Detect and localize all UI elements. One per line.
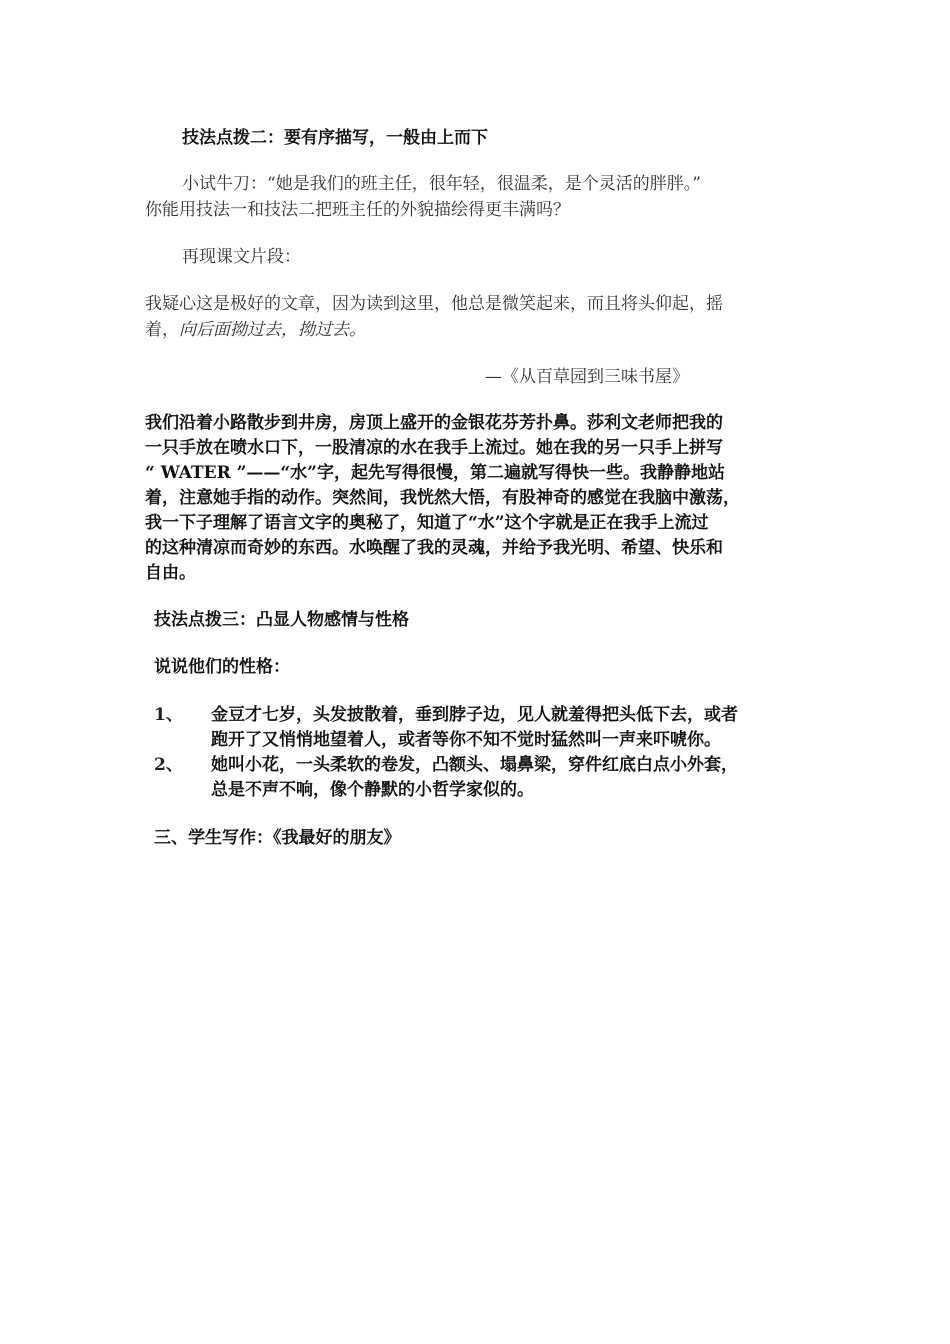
recall-heading: 再现课文片段： — [182, 247, 301, 267]
excerpt1-line-1: 我疑心这是极好的文章，因为读到这里，他总是微笑起来，而且将头仰起，摇 — [145, 294, 723, 314]
tip2-heading: 技法点拨二：要有序描写，一般由上而下 — [182, 128, 488, 148]
tip3-heading: 技法点拨三：凸显人物感情与性格 — [154, 610, 409, 630]
excerpt2-line-4: 着，注意她手指的动作。突然间，我恍然大悟，有股神奇的感觉在我脑中激荡， — [145, 488, 740, 508]
trial-line-2: 你能用技法一和技法二把班主任的外貌描绘得更丰满吗？ — [145, 200, 570, 220]
excerpt2-line-2: 一只手放在喷水口下，一股清凉的水在我手上流过。她在我的另一只手上拼写 — [145, 438, 723, 458]
list-item-1-line-1: 金豆才七岁，头发披散着，垂到脖子边，见人就羞得把头低下去，或者 — [211, 705, 738, 725]
excerpt2-line-1: 我们沿着小路散步到井房，房顶上盛开的金银花芬芳扑鼻。莎利文老师把我的 — [145, 413, 723, 433]
list-item-1-number: 1、 — [154, 705, 183, 725]
excerpt1-source: —《从百草园到三味书屋》 — [485, 367, 689, 387]
excerpt1-line-2-plain: 着， — [145, 320, 179, 340]
excerpt2-line-7: 自由。 — [145, 563, 196, 583]
excerpt2-line-3: “ WATER ”——“水”字，起先写得很慢，第二遍就写得快一些。我静静地站 — [145, 463, 725, 483]
trial-line-1: 小试牛刀：“她是我们的班主任，很年轻，很温柔，是个灵活的胖胖。” — [182, 174, 701, 194]
excerpt2-line-6: 的这种清凉而奇妙的东西。水唤醒了我的灵魂，并给予我光明、希望、快乐和 — [145, 538, 723, 558]
list-item-2-number: 2、 — [154, 755, 183, 775]
list-item-1-line-2: 跑开了又悄悄地望着人，或者等你不知不觉时猛然叫一声来吓唬你。 — [211, 730, 721, 750]
section3-heading: 三、学生写作：《我最好的朋友》 — [154, 828, 401, 848]
excerpt1-line-2-italic: 向后面拗过去，拗过去。 — [179, 320, 366, 340]
list-item-2-line-2: 总是不声不响，像个静默的小哲学家似的。 — [211, 780, 534, 800]
excerpt1-line-2 — [145, 318, 366, 342]
excerpt2-line-5: 我一下子理解了语言文字的奥秘了，知道了“水”这个字就是正在我手上流过 — [145, 513, 709, 533]
discuss-heading: 说说他们的性格： — [154, 657, 290, 677]
list-item-2-line-1: 她叫小花，一头柔软的卷发，凸额头、塌鼻梁，穿件红底白点小外套， — [211, 755, 738, 775]
